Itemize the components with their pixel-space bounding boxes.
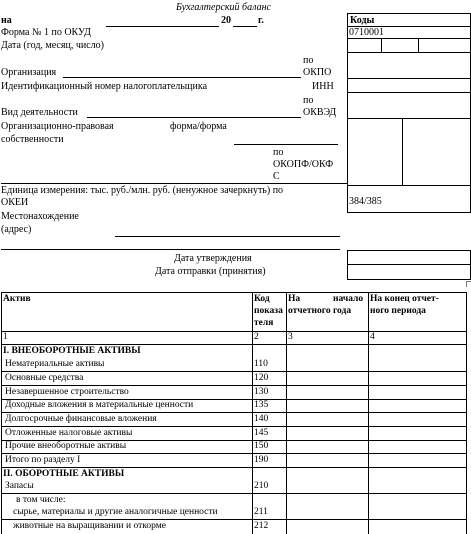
header-end-2: ного периода: [370, 306, 426, 316]
document-title: Бухгалтерский баланс: [176, 2, 271, 13]
okopf-by: по: [273, 147, 284, 158]
date-year-line[interactable]: [233, 26, 257, 27]
header-code-1: Код: [254, 294, 270, 304]
activity-line[interactable]: [87, 117, 301, 118]
row-label: Основные средства: [5, 373, 84, 383]
header-start-2: отчетного года: [288, 306, 352, 316]
address-line-2[interactable]: [1, 249, 340, 250]
header-code-3: теля: [254, 318, 274, 328]
corner-mark: [466, 281, 471, 287]
col-number-3: 3: [288, 332, 293, 342]
row-code: 150: [254, 441, 269, 451]
stocks-code: 210: [254, 481, 269, 491]
raw-materials-code: 211: [254, 507, 268, 517]
activity-label: Вид деятельности: [1, 107, 78, 118]
table-col-divider: [286, 292, 287, 534]
legal-form-label-a: Организационно-правовая: [1, 121, 114, 132]
row-code: 130: [254, 387, 269, 397]
unit-top-rule: [1, 183, 347, 184]
header-end-1: На конец отчет-: [370, 294, 439, 304]
section-2-title: II. ОБОРОТНЫЕ АКТИВЫ: [3, 469, 125, 479]
row-code: 135: [254, 400, 269, 410]
animals-label: животные на выращивании и откорме: [13, 521, 166, 531]
codes-box: [347, 13, 471, 213]
legal-form-label-c: собственности: [1, 134, 64, 145]
okved-label: ОКВЭД: [303, 107, 337, 118]
section-1-title: I. ВНЕОБОРОТНЫЕ АКТИВЫ: [3, 346, 141, 356]
address-line-1[interactable]: [115, 236, 340, 237]
okpo-by: по: [303, 55, 314, 66]
okopf-label-2: С: [273, 171, 280, 182]
table-row-divider: [1, 371, 467, 372]
table-row-divider: [1, 453, 467, 454]
okopf-label-1: ОКОПФ/ОКФ: [273, 159, 334, 170]
row-label: Нематериальные активы: [5, 359, 105, 369]
row-code: 120: [254, 373, 269, 383]
codes-divider: [347, 78, 471, 79]
dates-box[interactable]: [347, 250, 471, 280]
codes-divider: [347, 38, 471, 39]
legal-form-line[interactable]: [234, 144, 338, 145]
date-year: 20: [221, 15, 231, 26]
table-row-divider: [1, 467, 467, 468]
row-label: Доходные вложения в материальные ценности: [5, 400, 194, 410]
row-label: Долгосрочные финансовые вложения: [5, 414, 157, 424]
header-code-2: показа: [254, 306, 283, 316]
row-code: 140: [254, 414, 269, 424]
location-label-2: (адрес): [1, 224, 32, 235]
date-prefix: на: [1, 15, 12, 26]
inn-label: Идентификационный номер налогоплательщика: [1, 81, 208, 92]
row-label: Прочие внеоборотные активы: [5, 441, 127, 451]
including-label: в том числе:: [16, 495, 66, 505]
table-row-divider: [1, 426, 467, 427]
col-number-4: 4: [370, 332, 375, 342]
col-number-2: 2: [254, 332, 259, 342]
location-label-1: Местонахождение: [1, 211, 79, 222]
table-row-divider: [1, 412, 467, 413]
date-day-month-line[interactable]: [106, 26, 219, 27]
organization-label: Организация: [1, 67, 57, 78]
row-code: 190: [254, 455, 269, 465]
unit-label-1: Единица измерения: тыс. руб./млн. руб. (ненужное зачеркнуть) по: [1, 185, 284, 196]
okpo-label: ОКПО: [303, 67, 332, 78]
codes-label: Коды: [350, 15, 375, 26]
codes-divider: [347, 52, 471, 53]
okved-by: по: [303, 95, 314, 106]
row-label: Отложенные налоговые активы: [5, 428, 133, 438]
header-asset: Актив: [3, 294, 31, 304]
table-col-divider: [252, 292, 253, 534]
approval-date-label: Дата утверждения: [174, 253, 252, 264]
table-row-divider: [1, 344, 467, 345]
legal-form-label-b: форма/форма: [170, 121, 227, 132]
inn-code-label: ИНН: [312, 81, 334, 92]
row-label: Незавершенное строительство: [5, 387, 129, 397]
assets-table: [1, 292, 467, 534]
codes-divider: [402, 118, 403, 185]
unit-label-2: ОКЕИ: [1, 197, 29, 208]
row-label: Итого по разделу I: [5, 455, 81, 465]
table-row-divider: [1, 519, 467, 520]
organization-line[interactable]: [63, 77, 301, 78]
okei-code[interactable]: 384/385: [349, 196, 382, 207]
raw-materials-label: сырье, материалы и другие аналогичные ценности: [13, 507, 218, 517]
table-row-divider: [1, 385, 467, 386]
dates-divider: [347, 264, 471, 265]
stocks-label: Запасы: [5, 481, 34, 491]
okud-label: Форма № 1 по ОКУД: [1, 27, 91, 38]
header-start-1b: начало: [333, 294, 364, 304]
row-code: 145: [254, 428, 269, 438]
table-col-divider: [368, 292, 369, 534]
animals-code: 212: [254, 521, 269, 531]
header-start-1a: На: [288, 294, 301, 304]
date-label: Дата (год, месяц, число): [1, 40, 104, 51]
codes-divider: [347, 185, 471, 186]
codes-divider: [347, 92, 471, 93]
codes-divider: [418, 38, 419, 52]
date-year-suffix: г.: [258, 15, 264, 26]
col-number-1: 1: [3, 332, 8, 342]
send-date-label: Дата отправки (принятия): [155, 266, 266, 277]
codes-divider: [381, 38, 382, 52]
codes-divider: [347, 118, 471, 119]
okud-code[interactable]: 0710001: [349, 27, 384, 38]
table-row-divider: [1, 331, 467, 332]
row-code: 110: [254, 359, 268, 369]
table-row-divider: [1, 493, 467, 494]
